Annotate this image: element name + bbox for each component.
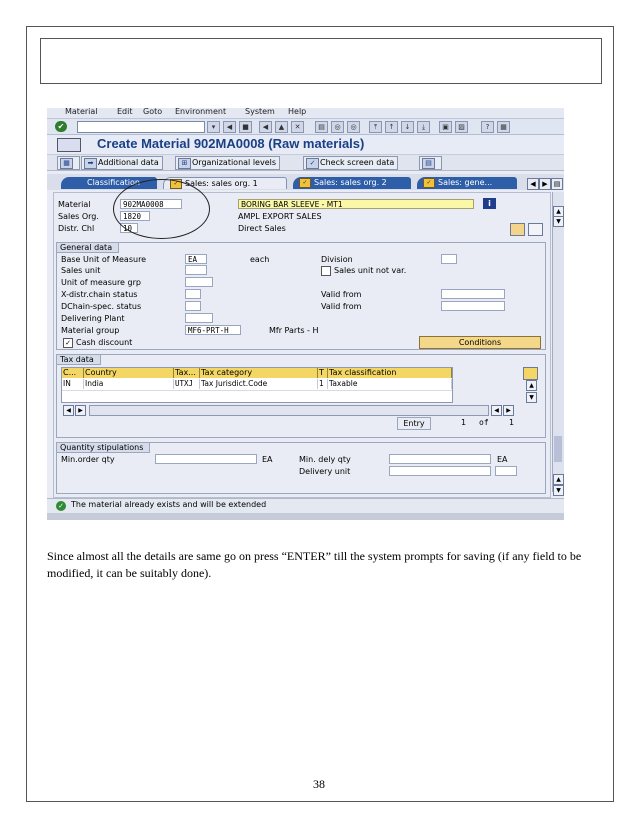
tab-scroll-left-icon[interactable]: ◀ [527, 178, 539, 190]
menu-material[interactable]: Material [65, 108, 98, 116]
tab-sales-general-label: Sales: gene... [438, 178, 493, 187]
first-page-icon[interactable]: ⤒ [369, 121, 382, 133]
min-order-qty-label: Min.order qty [61, 455, 115, 464]
screen-title: Create Material 902MA0008 (Raw materials) [97, 136, 365, 151]
check-screen-label: Check screen data [320, 158, 395, 167]
tax-header-t[interactable]: T [318, 368, 328, 378]
help-icon[interactable]: ? [481, 121, 494, 133]
print-preview-icon: ▤ [422, 158, 435, 169]
standard-toolbar [47, 119, 564, 135]
dchain-status-label: DChain-spec. status [61, 302, 142, 311]
status-message: The material already exists and will be extended [71, 500, 267, 509]
sales-unit-not-var-label: Sales unit not var. [334, 266, 407, 275]
delivering-plant-field[interactable] [185, 313, 213, 323]
shortcut-icon[interactable]: ▨ [455, 121, 468, 133]
quantity-stipulations-group [56, 442, 546, 494]
cash-discount-checkbox[interactable]: ✓ [63, 338, 73, 348]
check-screen-icon: ✓ [306, 158, 319, 169]
min-dely-unit: EA [497, 455, 508, 464]
page-scroll-up-icon[interactable]: ▲ [553, 206, 564, 217]
scroll-thumb[interactable] [554, 436, 562, 462]
general-data-title: General data [57, 243, 119, 253]
valid-from-label-2: Valid from [321, 302, 362, 311]
application-toolbar [47, 154, 564, 171]
sales-org-label: Sales Org. [58, 212, 99, 221]
delivery-unit-label: Delivery unit [299, 467, 351, 476]
status-bar [47, 498, 564, 513]
back-icon[interactable]: ◀ [259, 121, 272, 133]
additional-data-label: Additional data [98, 158, 159, 167]
org-levels-small-icon[interactable] [510, 223, 525, 236]
page-scroll-bottom-up-icon[interactable]: ▲ [553, 474, 564, 485]
find-icon[interactable]: ◎ [331, 121, 344, 133]
valid-from-field-2[interactable] [441, 301, 505, 311]
tax-data-group [56, 354, 546, 438]
table-settings-icon[interactable] [523, 367, 538, 380]
display-change-button[interactable] [57, 156, 80, 170]
header-box [40, 38, 602, 84]
min-order-unit: EA [262, 455, 273, 464]
save-icon[interactable]: ■ [239, 121, 252, 133]
org-levels-icon: ⊞ [178, 158, 191, 169]
exit-icon[interactable]: ▲ [275, 121, 288, 133]
cancel-icon[interactable]: ✕ [291, 121, 304, 133]
uom-group-label: Unit of measure grp [61, 278, 141, 287]
material-icon [57, 138, 81, 152]
min-dely-qty-label: Min. dely qty [299, 455, 351, 464]
sales-org-field[interactable]: 1820 [120, 211, 150, 221]
arrow-right-icon: ➡ [84, 158, 97, 169]
tax-empty-row [62, 390, 452, 402]
sales-org-description: AMPL EXPORT SALES [238, 212, 322, 221]
command-field[interactable] [77, 121, 205, 133]
tax-header-country-code[interactable]: C... [62, 368, 84, 378]
material-description: BORING BAR SLEEVE - MT1 [238, 199, 474, 209]
vertical-scrollbar[interactable] [552, 192, 564, 492]
tax-header-classification[interactable]: Tax classification [328, 368, 452, 378]
sap-screenshot [47, 108, 564, 520]
entry-of: of [479, 418, 489, 427]
xdistr-status-label: X-distr.chain status [61, 290, 138, 299]
sales-unit-not-var-checkbox[interactable] [321, 266, 331, 276]
page-number: 38 [313, 777, 325, 791]
org-levels-button[interactable] [175, 156, 280, 170]
delivering-plant-label: Delivering Plant [61, 314, 125, 323]
tab-classification[interactable] [61, 177, 157, 189]
tax-table [61, 367, 453, 403]
last-page-icon[interactable]: ⤓ [417, 121, 430, 133]
layout-icon[interactable]: ▦ [497, 121, 510, 133]
tab-status-icon: ✓ [299, 178, 311, 188]
menu-system[interactable]: System [245, 108, 275, 116]
tax-cell-tax-category: Tax Jurisdict.Code [200, 379, 318, 389]
min-dely-qty-field[interactable] [389, 454, 491, 464]
new-session-icon[interactable]: ▣ [439, 121, 452, 133]
enter-icon[interactable]: ✔ [55, 121, 67, 132]
tax-cell-country-code: IN [62, 379, 84, 389]
back-arrow-icon[interactable]: ◀ [223, 121, 236, 133]
quantity-stipulations-title: Quantity stipulations [57, 443, 150, 453]
menu-environment[interactable]: Environment [175, 108, 227, 116]
find-next-icon[interactable]: ◎ [347, 121, 360, 133]
uom-group-field[interactable] [185, 277, 213, 287]
info-icon[interactable]: i [483, 198, 496, 209]
bottom-strip [47, 513, 564, 520]
scroll-right-end-icon[interactable]: ▶ [503, 405, 514, 416]
material-group-text: Mfr Parts - H [269, 326, 319, 335]
tax-header-country[interactable]: Country [84, 368, 174, 378]
scroll-right-icon[interactable]: ▶ [75, 405, 86, 416]
tab-sales-general[interactable] [417, 177, 517, 189]
base-uom-field[interactable]: EA [185, 254, 207, 264]
org-levels-label: Organizational levels [192, 158, 277, 167]
menu-goto[interactable]: Goto [143, 108, 163, 116]
tax-cell-classification: Taxable [328, 379, 452, 389]
tab-sales-org-2-label: Sales: sales org. 2 [314, 178, 387, 187]
tab-status-icon: ✓ [423, 178, 435, 188]
tax-header-tax-category[interactable]: Tax category [200, 368, 318, 378]
document-icon[interactable] [528, 223, 543, 236]
next-page-icon[interactable]: ↓ [401, 121, 414, 133]
entry-current: 1 [461, 418, 467, 427]
scroll-down-icon[interactable]: ▼ [526, 392, 537, 403]
page-scroll-bottom-down-icon[interactable]: ▼ [553, 485, 564, 496]
tab-list-icon[interactable]: ▤ [551, 178, 563, 190]
menu-bar [47, 108, 564, 119]
success-icon: ✓ [56, 501, 66, 511]
dchain-status-field[interactable] [185, 301, 201, 311]
scroll-left-icon[interactable]: ◀ [63, 405, 74, 416]
menu-help[interactable]: Help [288, 108, 307, 116]
base-uom-text: each [250, 255, 270, 264]
division-field[interactable] [441, 254, 457, 264]
tax-data-title: Tax data [57, 355, 101, 365]
additional-data-button[interactable] [81, 156, 163, 170]
scroll-left-end-icon[interactable]: ◀ [491, 405, 502, 416]
history-icon[interactable]: ▾ [207, 121, 220, 133]
delivery-unit-uom-field[interactable] [495, 466, 517, 476]
tab-classification-label: Classification [87, 178, 140, 187]
tab-status-icon: ✓ [170, 179, 182, 189]
caption-text: Since almost all the details are same go on press “ENTER” till the system prompts for saving (if any field to be modified, it can be suitably done). [47, 549, 582, 580]
distr-chl-label: Distr. Chl [58, 224, 95, 233]
general-data-group [56, 242, 546, 350]
xdistr-status-field[interactable] [185, 289, 201, 299]
sales-unit-label: Sales unit [61, 266, 101, 275]
tab-strip [47, 174, 564, 190]
entry-button[interactable]: Entry [397, 417, 431, 430]
tab-sales-org-2[interactable] [293, 177, 411, 189]
check-screen-data-button[interactable] [303, 156, 398, 170]
valid-from-label-1: Valid from [321, 290, 362, 299]
menu-edit[interactable]: Edit [117, 108, 133, 116]
display-change-icon: ▦ [60, 158, 73, 169]
division-label: Division [321, 255, 353, 264]
sales-unit-field[interactable] [185, 265, 207, 275]
page-scroll-down-icon[interactable]: ▼ [553, 216, 564, 227]
material-label: Material [58, 200, 91, 209]
distr-chl-field[interactable]: 10 [120, 223, 138, 233]
min-order-qty-field[interactable] [155, 454, 257, 464]
tab-content [53, 192, 551, 498]
scroll-up-icon[interactable]: ▲ [526, 380, 537, 391]
cash-discount-label: Cash discount [76, 338, 133, 347]
base-uom-label: Base Unit of Measure [61, 255, 147, 264]
entry-total: 1 [509, 418, 515, 427]
prev-page-icon[interactable]: ↑ [385, 121, 398, 133]
tax-header-tax-type[interactable]: Tax... [174, 368, 200, 378]
material-group-label: Material group [61, 326, 120, 335]
print-icon[interactable]: ▤ [315, 121, 328, 133]
print-preview-button[interactable] [419, 156, 442, 170]
tax-cell-tax-type: UTXJ [174, 379, 200, 389]
valid-from-field-1[interactable] [441, 289, 505, 299]
title-bar [47, 135, 564, 153]
tab-sales-org-1[interactable] [163, 177, 287, 189]
horizontal-scrollbar[interactable] [89, 405, 489, 416]
tax-cell-t[interactable]: 1 [318, 379, 328, 389]
delivery-unit-field[interactable] [389, 466, 491, 476]
tax-cell-country: India [84, 379, 174, 389]
conditions-button[interactable]: Conditions [419, 336, 541, 349]
material-group-field[interactable]: MF6-PRT-H [185, 325, 241, 335]
material-field[interactable]: 902MA0008 [120, 199, 182, 209]
tab-scroll-right-icon[interactable]: ▶ [539, 178, 551, 190]
tab-sales-org-1-label: Sales: sales org. 1 [185, 179, 258, 188]
distr-chl-description: Direct Sales [238, 224, 286, 233]
